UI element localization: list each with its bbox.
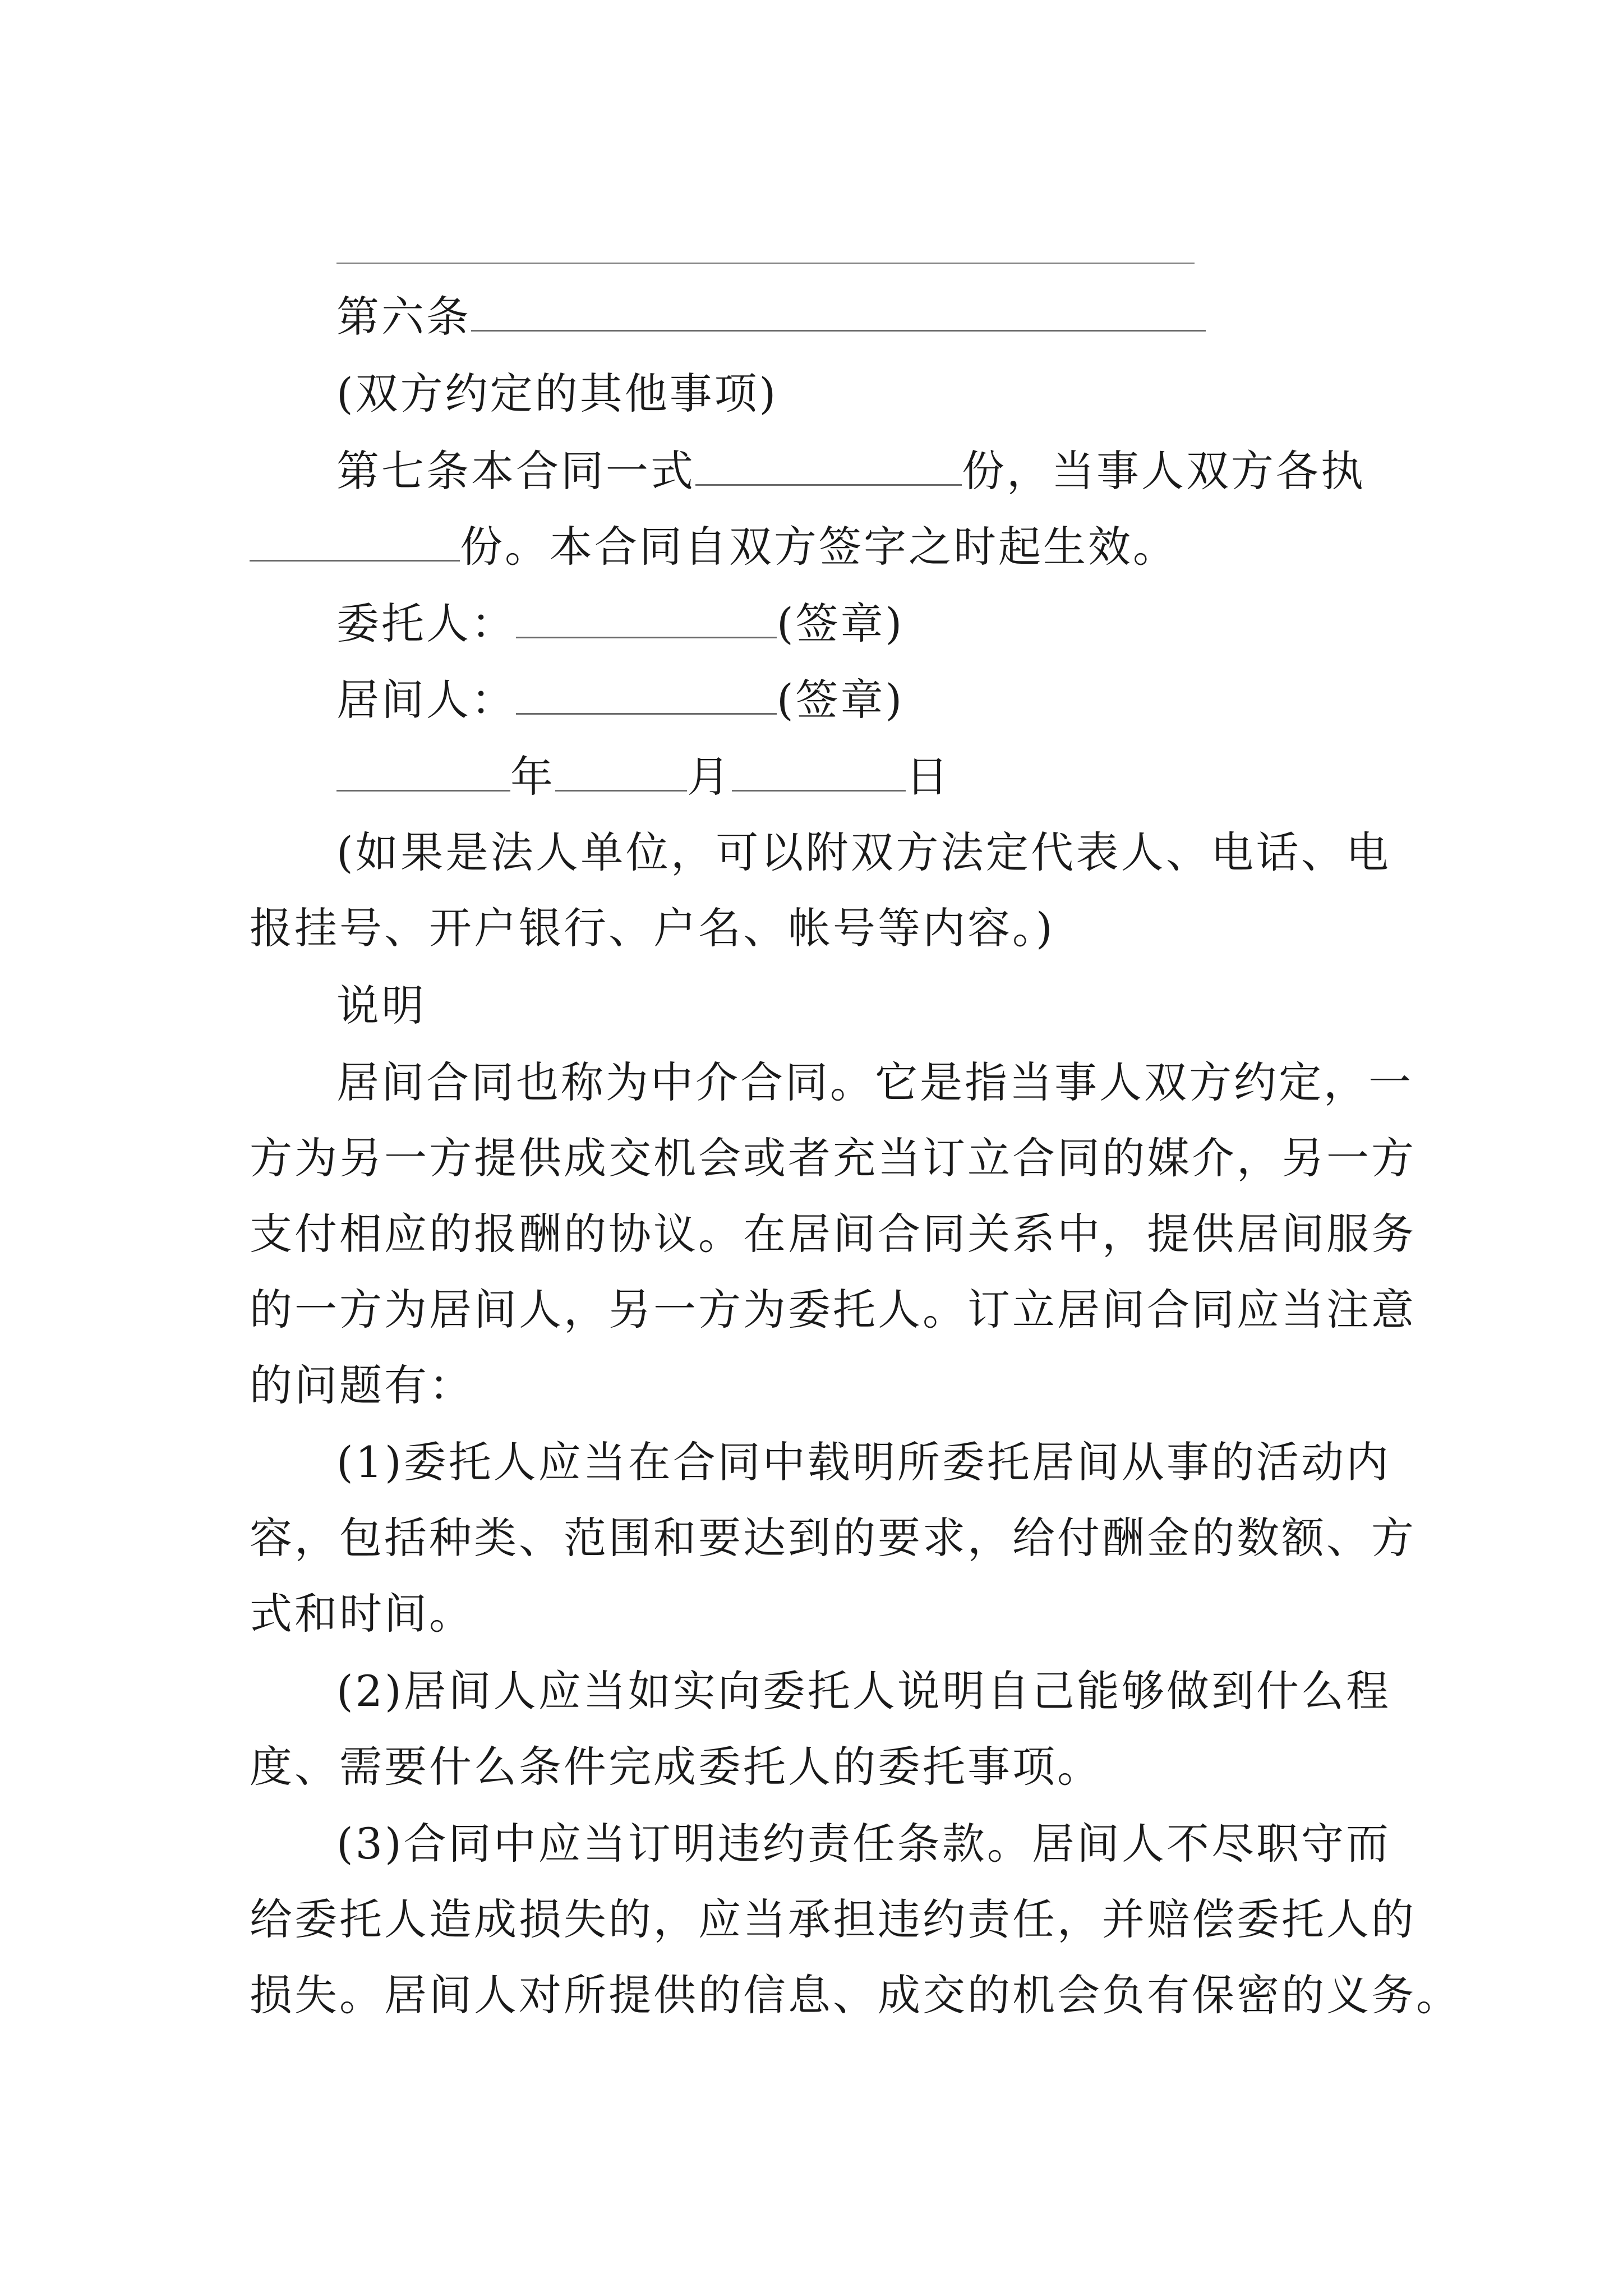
broker-signature-line [336,672,904,728]
intro-line4 [250,1282,1416,1338]
article7-line1 [336,443,1366,499]
principal-blank [516,597,777,638]
intro-line3 [250,1206,1416,1262]
copies-total-blank [695,445,962,486]
article7-line2 [250,519,1178,575]
legal-note-line2: 报挂号、开户银行、户名、帐号等内容。) [250,903,1055,953]
top-blank-line [336,263,1195,264]
year-blank [336,751,510,792]
explanation-heading: 说明 [336,981,426,1030]
article6-blank [471,291,1206,332]
legal-note-line1 [336,825,1391,881]
item1-line1 [336,1434,1391,1490]
item2-text1: (2)居间人应当如实向委托人说明自己能够做到什么程 [336,1666,1391,1716]
item3-text3: 损失。居间人对所提供的信息、成交的机会负有保密的义务。 [250,1970,1461,2020]
article6-line [336,289,1206,345]
intro-line1 [336,1055,1413,1111]
intro-text4: 的一方为居间人，另一方为委托人。订立居间合同应当注意 [250,1285,1416,1335]
date-line [336,749,951,805]
year-label: 年 [510,752,555,802]
item1-text2: 容，包括种类、范围和要达到的要求，给付酬金的数额、方 [250,1513,1416,1563]
intro-line5: 的问题有： [250,1360,474,1410]
principal-label: 委托人： [336,599,516,648]
copies-each-blank [250,521,460,562]
intro-text1: 居间合同也称为中介合同。它是指当事人双方约定，一 [336,1057,1413,1107]
item3-line2 [250,1892,1416,1948]
day-blank [732,751,906,792]
principal-signature-line [336,596,904,652]
day-label: 日 [906,752,951,802]
article7-part1: 第七条本合同一式 [336,446,695,496]
item3-text1: (3)合同中应当订明违约责任条款。居间人不尽职守而 [336,1819,1391,1869]
article6-note: (双方约定的其他事项) [336,369,778,418]
article6-label: 第六条 [336,292,471,342]
month-blank [555,751,687,792]
principal-seal: (签章) [777,599,905,648]
article7-part3: 份。本合同自双方签字之时起生效。 [460,522,1178,572]
item1-text1: (1)委托人应当在合同中载明所委托居间从事的活动内 [336,1437,1391,1487]
item3-text2: 给委托人造成损失的，应当承担违约责任，并赔偿委托人的 [250,1894,1416,1944]
item1-line3: 式和时间。 [250,1589,474,1639]
item1-line2 [250,1510,1416,1566]
month-label: 月 [687,752,732,802]
item2-line1 [336,1663,1391,1719]
item3-line1 [336,1816,1391,1872]
intro-text2: 方为另一方提供成交机会或者充当订立合同的媒介，另一方 [250,1133,1416,1183]
intro-line2 [250,1130,1416,1186]
broker-seal: (签章) [777,675,905,725]
broker-label: 居间人： [336,675,516,725]
legal-note-text1: (如果是法人单位，可以附双方法定代表人、电话、电 [336,827,1391,877]
broker-blank [516,674,777,715]
intro-text3: 支付相应的报酬的协议。在居间合同关系中，提供居间服务 [250,1209,1416,1259]
item2-line2: 度、需要什么条件完成委托人的委托事项。 [250,1742,1102,1792]
item3-line3 [250,1967,1461,2023]
article7-part2: 份，当事人双方各执 [962,446,1366,496]
